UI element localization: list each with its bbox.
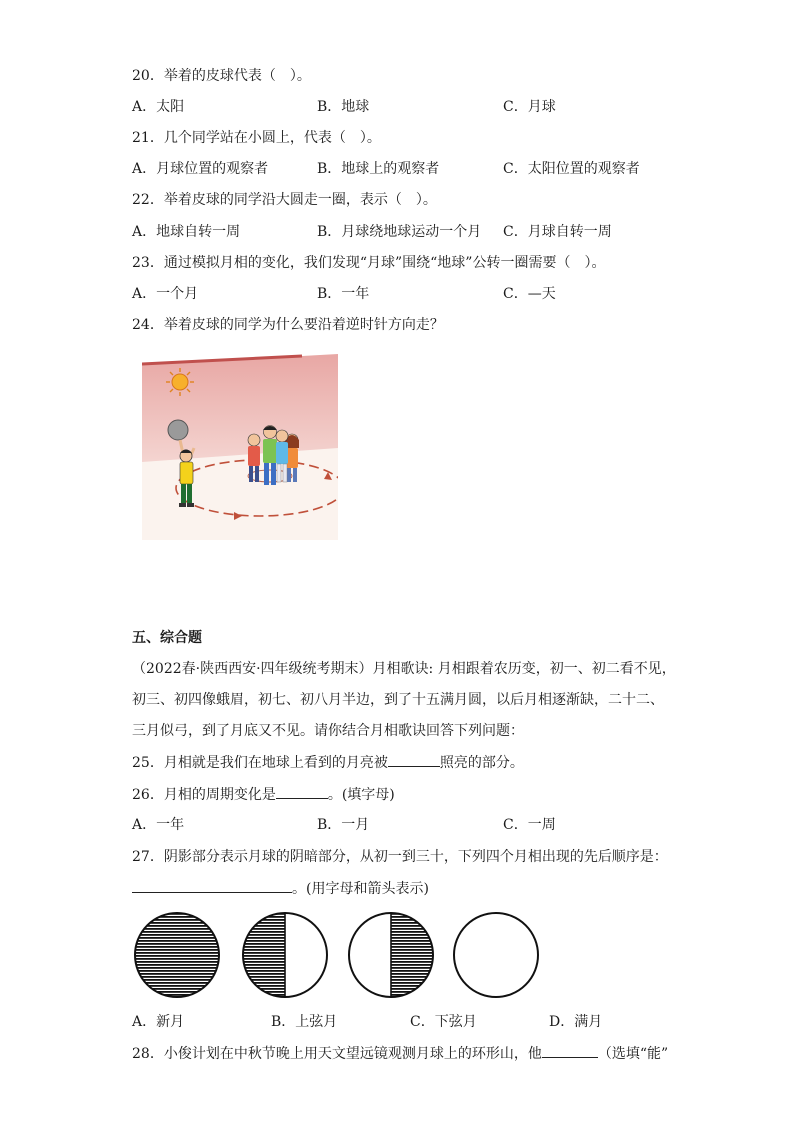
- q28-text-post: （选填“能”: [597, 1046, 669, 1062]
- moon-label-d: D．满月: [549, 1014, 603, 1030]
- q27-text-post: 。(用字母和箭头表示): [292, 881, 429, 897]
- q28-answer-blank[interactable]: [542, 1043, 598, 1058]
- moon-label-a: A．新月: [132, 1014, 185, 1030]
- intro-line-1: （2022春·陕西西安·四年级统考期末）月相歌诀: 月相跟着农历变，初一、初二看不见，: [132, 661, 676, 677]
- q24-stem: 24．举着皮球的同学为什么要沿着逆时针方向走？: [132, 317, 444, 333]
- last-quarter-moon-image: [346, 910, 436, 1000]
- floor: [142, 448, 338, 540]
- q26-text-post: 。(填字母): [327, 787, 395, 803]
- q22-option-a: A．地球自转一周: [132, 224, 241, 240]
- q27-stem: 27．阴影部分表示月球的阴暗部分，从初一到三十，下列四个月相出现的先后顺序是：: [132, 849, 668, 865]
- q23-option-b: B．一年: [317, 286, 370, 302]
- q25-answer-blank[interactable]: [388, 752, 440, 767]
- q21-option-b: B．地球上的观察者: [317, 161, 440, 177]
- q21-option-a: A．月球位置的观察者: [132, 161, 269, 177]
- q27-answer-line: [132, 878, 429, 899]
- q26-answer-blank[interactable]: [276, 784, 328, 799]
- q25-text-post: 照亮的部分。: [439, 755, 524, 771]
- q20-option-b: B．地球: [317, 99, 370, 115]
- moon-phase-simulation-illustration: [142, 352, 338, 540]
- q26-option-a: A．一年: [132, 817, 185, 833]
- q22-stem: 22．举着皮球的同学沿大圆走一圈，表示（ ）。: [132, 192, 437, 208]
- q25-text-pre: 25．月相就是我们在地球上看到的月亮被: [132, 755, 388, 771]
- q23-option-a: A．一个月: [132, 286, 199, 302]
- q26-option-b: B．一月: [317, 817, 370, 833]
- q20-option-a: A．太阳: [132, 99, 185, 115]
- q26-option-c: C．一周: [503, 817, 556, 833]
- new-moon-image: [132, 910, 222, 1000]
- q22-option-b: B．月球绕地球运动一个月: [317, 224, 482, 240]
- full-moon-image: [451, 910, 541, 1000]
- q21-stem: 21．几个同学站在小圆上，代表（ ）。: [132, 130, 381, 146]
- q23-option-c: C．—天: [503, 286, 556, 302]
- intro-line-2: 初三、初四像蛾眉，初七、初八月半边，到了十五满月圆，以后月相逐渐缺，二十二、: [132, 692, 664, 708]
- moon-label-c: C．下弦月: [410, 1014, 477, 1030]
- first-quarter-moon-image: [240, 910, 330, 1000]
- intro-line-3: 三月似弓，到了月底又不见。请你结合月相歌诀回答下列问题：: [132, 723, 524, 739]
- q21-option-c: C．太阳位置的观察者: [503, 161, 640, 177]
- q26-text-pre: 26．月相的周期变化是: [132, 787, 276, 803]
- ball: [168, 420, 188, 440]
- q22-option-c: C．月球自转一周: [503, 224, 612, 240]
- q27-answer-blank[interactable]: [132, 878, 292, 893]
- moon-label-b: B．上弦月: [271, 1014, 338, 1030]
- q28-text-pre: 28．小俊计划在中秋节晚上用天文望远镜观测月球上的环形山，他: [132, 1046, 542, 1062]
- section-title: 五、综合题: [132, 630, 202, 646]
- q25: [132, 752, 524, 773]
- q28: [132, 1043, 668, 1064]
- q20-option-c: C．月球: [503, 99, 556, 115]
- q20-stem: 20．举着的皮球代表（ ）。: [132, 68, 311, 84]
- q23-stem: 23．通过模拟月相的变化，我们发现“月球”围绕“地球”公转一圈需要（ ）。: [132, 255, 606, 271]
- q26: [132, 784, 395, 805]
